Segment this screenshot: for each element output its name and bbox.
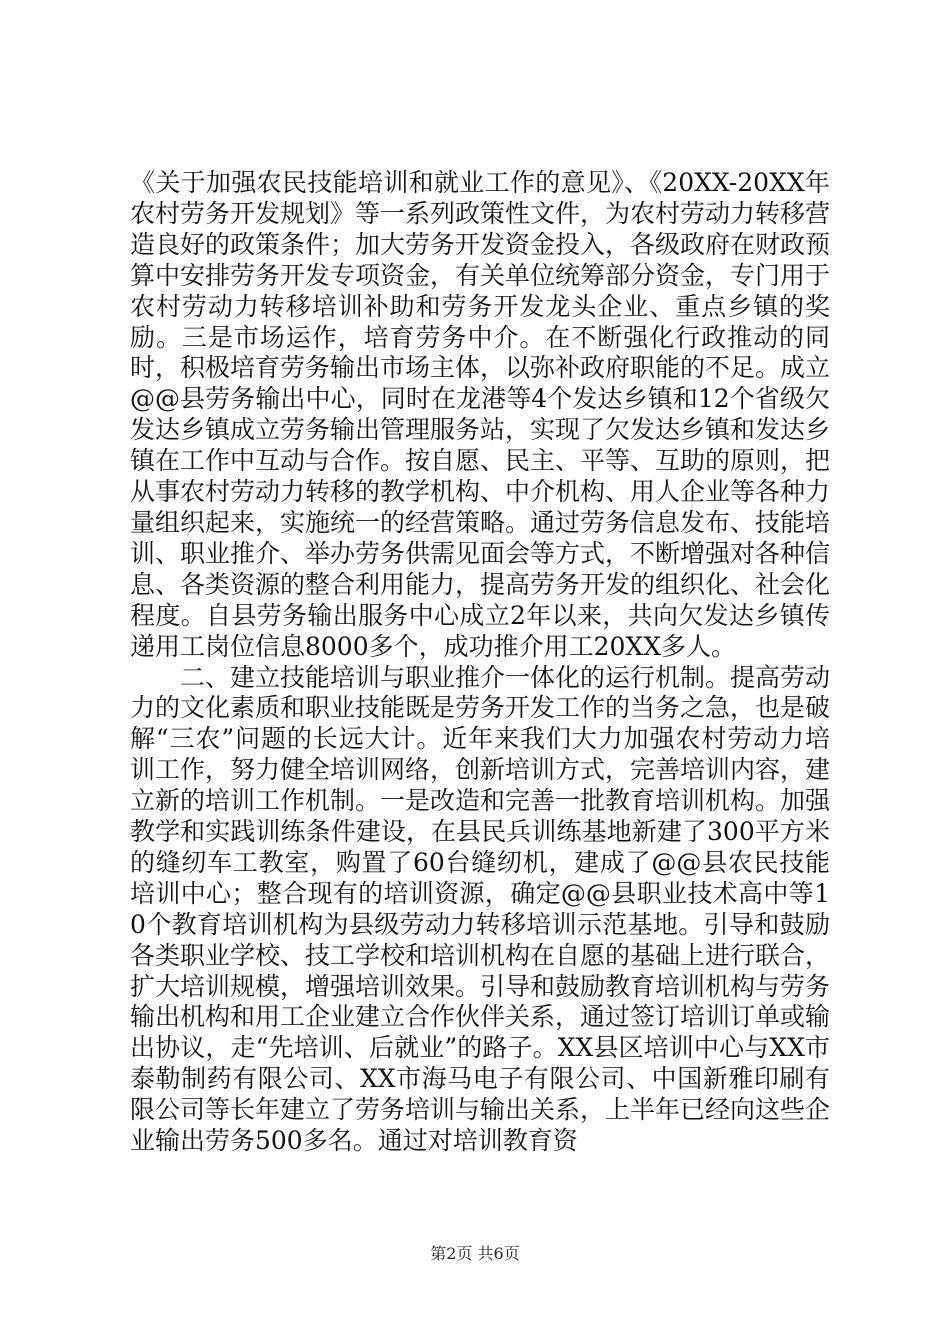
page-number-footer: 第2页 共6页	[430, 1244, 520, 1263]
paragraph-2: 二、建立技能培训与职业推介一体化的运行机制。提高劳动力的文化素质和职业技能既是劳务开发工作的当务之急，也是破解“三农”问题的长远大计。近年来我们大力加强农村劳动力培训工作，努力健全培训网络，创新培训方式，完善培训内容，建立新的培训工作机制。一是改造和完善一批教育培训机构。加强教学和实践训练条件建设，在县民兵训练基地新建了300平方米的缝纫车工教室，购置了60台缝纫机，建成了@@县农民技能培训中心；整合现有的培训资源，确定@@县职业技术高中等10个教育培训机构为县级劳动力转移培训示范基地。引导和鼓励各类职业学校、技工学校和培训机构在自愿的基础上进行联合，扩大培训规模，增强培训效果。引导和鼓励教育培训机构与劳务输出机构和用工企业建立合作伙伴关系，通过签订培训订单或输出协议，走“先培训、后就业”的路子。XX县区培训中心与XX市泰勒制药有限公司、XX市海马电子有限公司、中国新雅印刷有限公司等长年建立了劳务培训与输出关系，上半年已经向这些企业输出劳务500多名。通过对培训教育资	[130, 662, 831, 1156]
paragraph-1: 《关于加强农民技能培训和就业工作的意见》、《20XX-20XX年农村劳务开发规划》等一系列政策性文件，为农村劳动力转移营造良好的政策条件；加大劳务开发资金投入，各级政府在财政预算中安排劳务开发专项资金，有关单位统筹部分资金，专门用于农村劳动力转移培训补助和劳务开发龙头企业、重点乡镇的奖励。三是市场运作，培育劳务中介。在不断强化行政推动的同时，积极培育劳务输出市场主体，以弥补政府职能的不足。成立@@县劳务输出中心，同时在龙港等4个发达乡镇和12个省级欠发达乡镇成立劳务输出管理服务站，实现了欠发达乡镇和发达乡镇在工作中互动与合作。按自愿、民主、平等、互助的原则，把从事农村劳动力转移的教学机构、中介机构、用人企业等各种力量组织起来，实施统一的经营策略。通过劳务信息发布、技能培训、职业推介、举办劳务供需见面会等方式，不断增强对各种信息、各类资源的整合利用能力，提高劳务开发的组织化、社会化程度。自县劳务输出服务中心成立2年以来，共向欠发达乡镇传递用工岗位信息8000多个，成功推介用工20XX多人。	[130, 168, 831, 661]
document-body	[130, 168, 830, 1157]
